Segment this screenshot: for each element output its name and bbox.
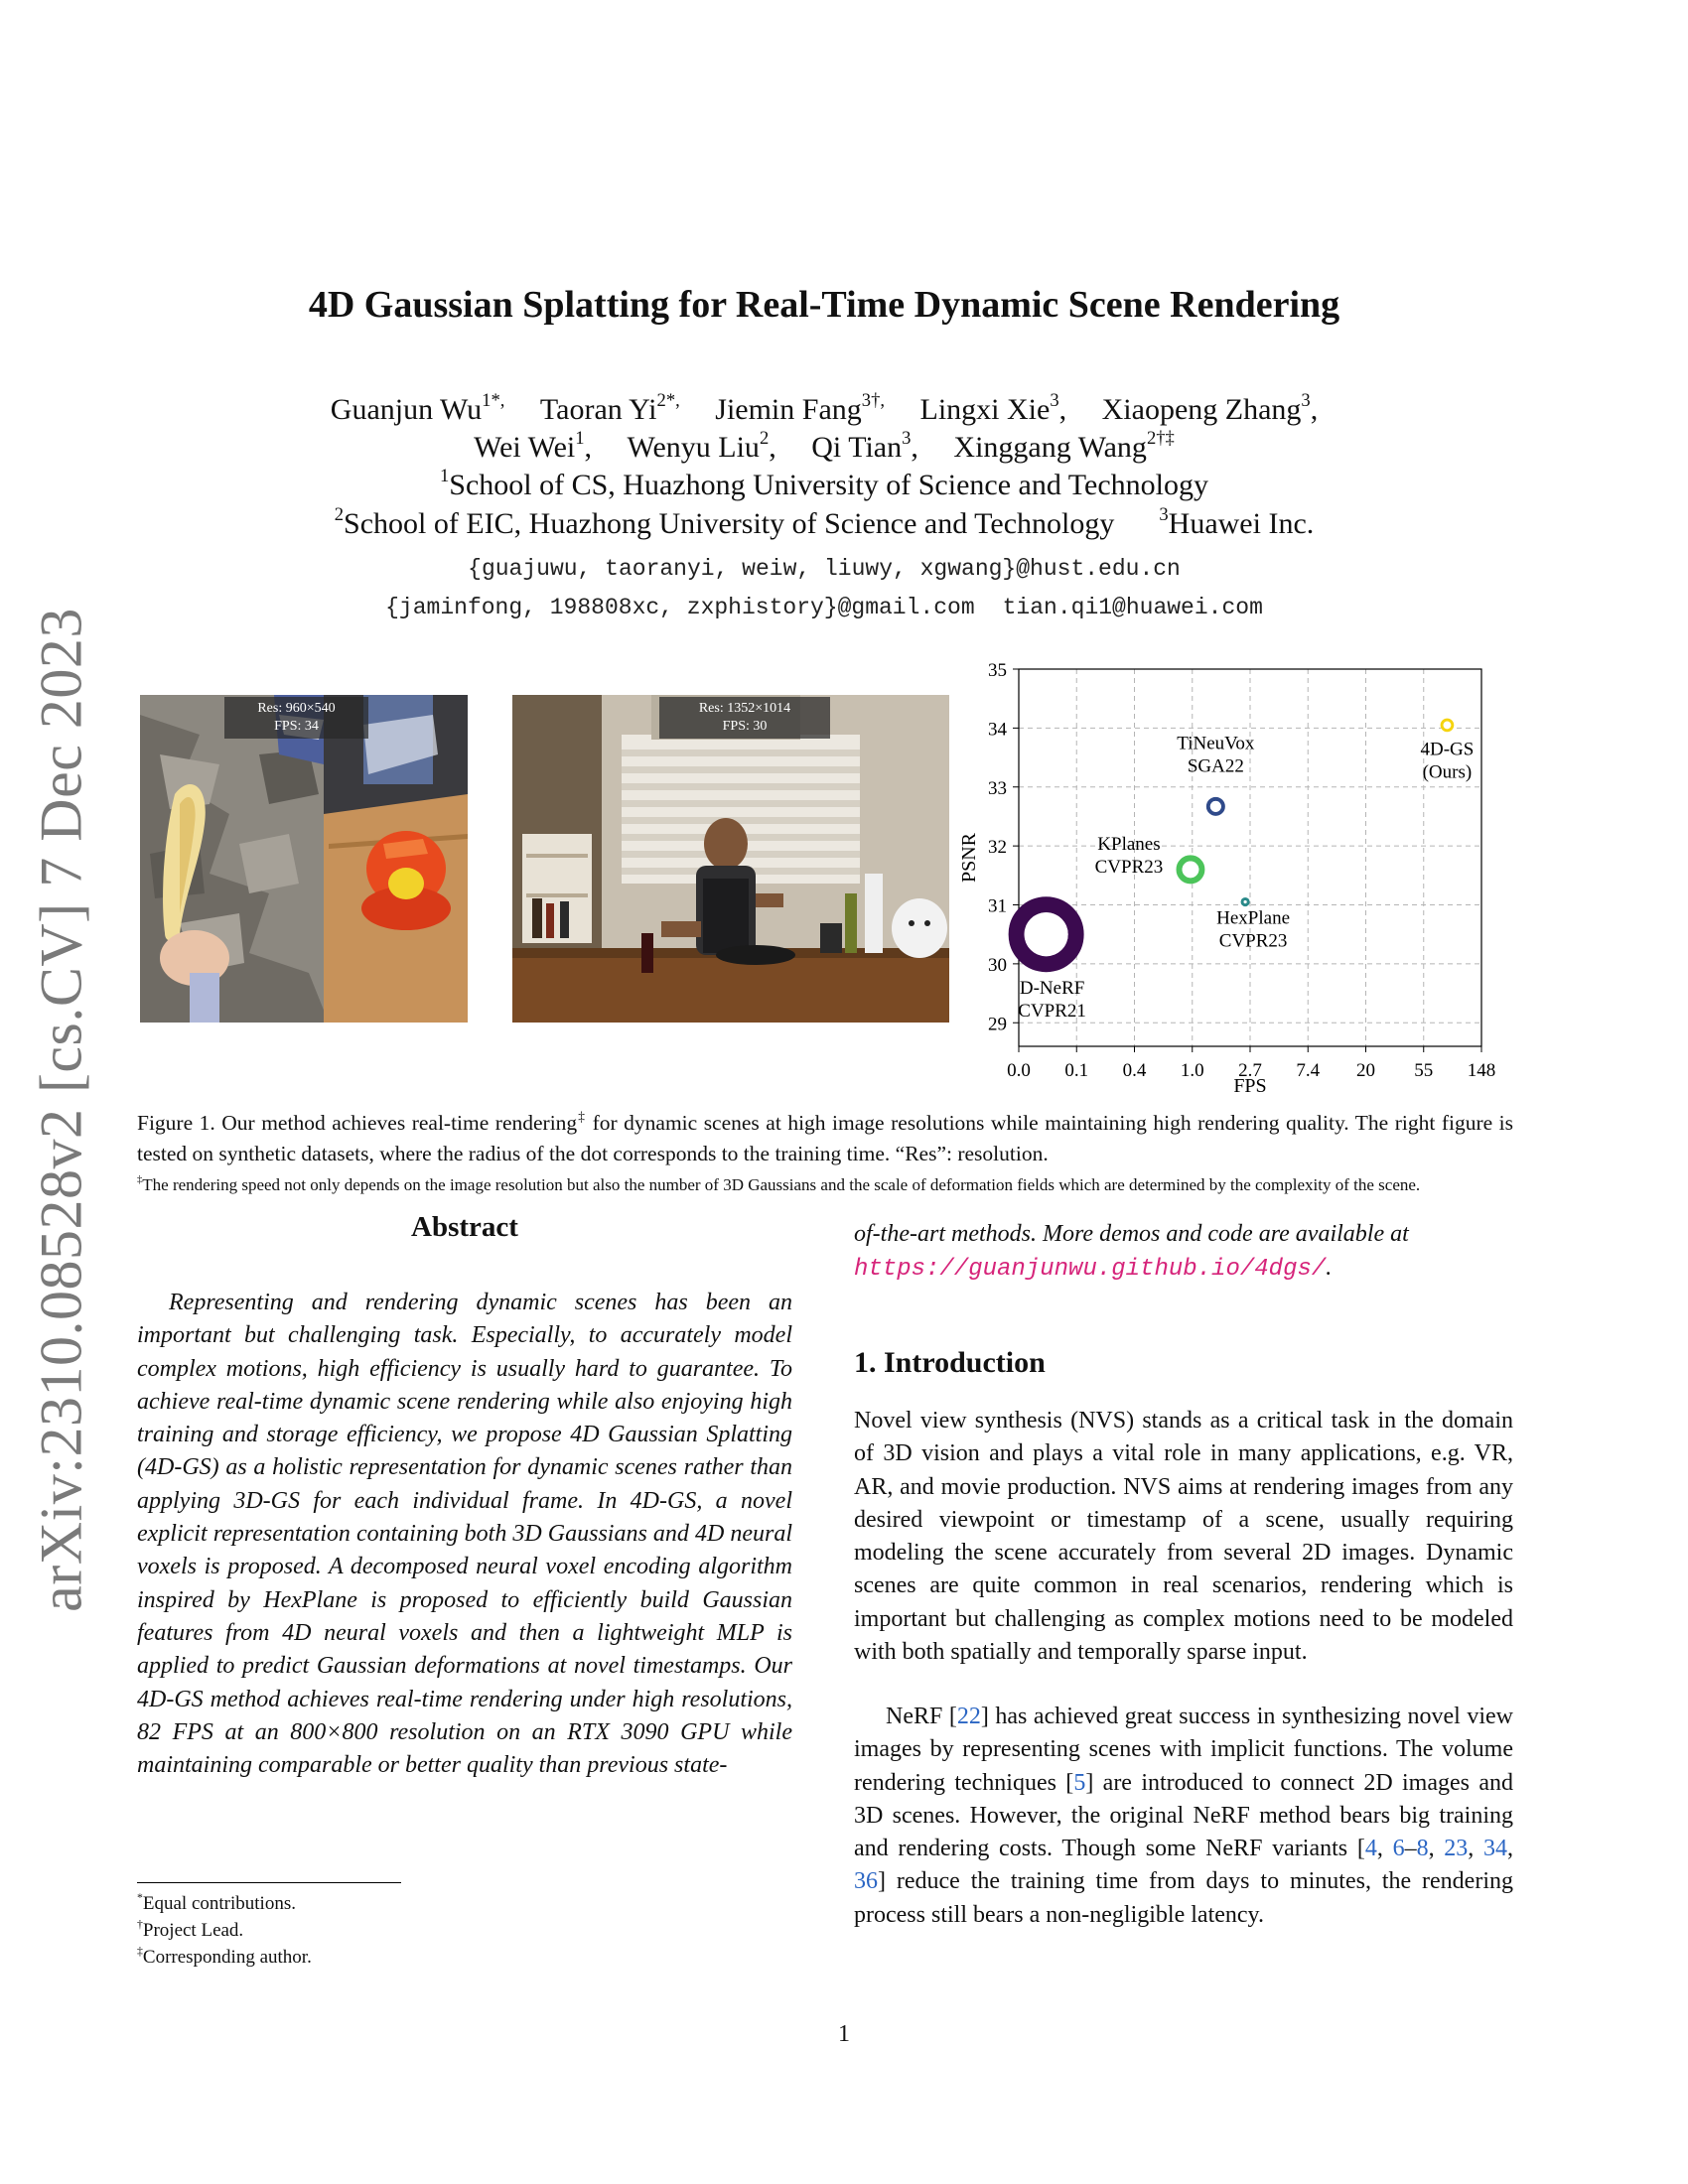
- citation-link[interactable]: 5: [1073, 1769, 1086, 1796]
- author: Qi Tian$^3$,: [811, 428, 918, 464]
- y-tick-label: 29: [988, 1014, 1007, 1035]
- author: Wenyu Liu$^2$,: [627, 428, 776, 464]
- page-number: 1: [838, 2021, 850, 2047]
- email-line-2: {jaminfong, 198808xc, zxphistory}@gmail.com tian.qi1@huawei.com: [385, 595, 1263, 620]
- paper-title: 4D Gaussian Splatting for Real-Time Dynamic Scene Rendering: [308, 284, 1340, 326]
- author: Xiaopeng Zhang$^3$,: [1101, 390, 1319, 426]
- abstract-continuation: of-the-art methods. More demos and code are available at https://guanjunwu.github.io/4dgs/.: [854, 1221, 1409, 1283]
- abstract-heading: Abstract: [411, 1211, 518, 1243]
- citation-link[interactable]: 34: [1483, 1836, 1507, 1862]
- x-tick-label: 7.4: [1296, 1060, 1321, 1081]
- author: Lingxi Xie$^3$,: [919, 390, 1067, 426]
- data-point-label: SGA22: [1187, 755, 1244, 777]
- section-heading-introduction: 1. Introduction: [854, 1346, 1046, 1379]
- resolution-label: Res: 960×540 FPS: 34: [224, 697, 368, 739]
- footnote-divider: [137, 1882, 401, 1883]
- email-line-1: {guajuwu, taoranyi, weiw, liuwy, xgwang}@hust.edu.cn: [468, 556, 1181, 582]
- intro-paragraph-2: NeRF [22] has achieved great success in synthesizing novel view images by representing scenes with implicit functions. The volume rendering techniques [5] are introduced to connect 2D images and 3D scenes. However, the original NeRF method bears big training and rendering costs. Though some NeRF variants [4, 6–8, 23, 34, 36] reduce the training time from days to minutes, the rendering process still bears a non-negligible latency.: [854, 1704, 1513, 1928]
- intro-paragraph-1: Novel view synthesis (NVS) stands as a critical task in the domain of 3D vision and plays a vital role in many applications, e.g. VR, AR, and movie production. NVS aims at rendering images from any desired viewpoint or timestamp of a scene, usually requiring modeling the scene accurately from several 2D images. Dynamic scenes are quite common in real scenarios, rendering which is important but challenging as complex motions need to be modeled with both spatially and temporally sparse input.: [854, 1408, 1513, 1666]
- data-point-center: [1210, 801, 1221, 812]
- x-tick-label: 0.4: [1122, 1060, 1147, 1081]
- data-point-center: [1244, 900, 1247, 903]
- affiliation-2-3: $^2$School of EIC, Huazhong University of Science and Technology $^3$Huawei Inc.: [334, 504, 1315, 540]
- x-tick-label: 0.0: [1007, 1060, 1031, 1081]
- x-tick-label: 20: [1356, 1060, 1375, 1081]
- teaser-photo-banana: [140, 695, 468, 1023]
- teaser-photo-cooking: [512, 695, 949, 1023]
- author: Xinggang Wang$^{2\dagger\ddagger}$: [953, 428, 1175, 464]
- citation-link[interactable]: 36: [854, 1868, 878, 1895]
- author: Guanjun $Wu^{1*,}$: [330, 390, 505, 426]
- citation-link[interactable]: 4: [1364, 1836, 1377, 1862]
- chart-point-labels: [1018, 733, 1474, 1022]
- y-tick-label: 34: [988, 719, 1007, 741]
- data-point-center: [1444, 722, 1452, 730]
- authors-line-1: [149, 390, 1499, 427]
- footnote: †Project Lead.: [137, 1917, 244, 1941]
- author: Jiemin Fang$^{3\dagger,}$: [715, 390, 886, 426]
- data-point-label: CVPR21: [1018, 1001, 1086, 1023]
- y-axis-label: PSNR: [958, 832, 980, 884]
- fps-psnr-scatter-chart: [953, 659, 1509, 1106]
- y-tick-label: 30: [988, 954, 1007, 976]
- author: Wei Wei$^1$,: [474, 428, 593, 464]
- y-tick-label: 35: [988, 660, 1007, 681]
- data-point-label: D-NeRF: [1019, 978, 1085, 1000]
- arxiv-identifier: arXiv:2310.08528v2 [cs.CV] 7 Dec 2023: [28, 608, 94, 1612]
- footnote: ‡Corresponding author.: [137, 1944, 312, 1968]
- data-point-center: [1025, 912, 1068, 956]
- resolution-label: Res: 1352×1014 FPS: 30: [659, 697, 830, 739]
- x-tick-label: 55: [1414, 1060, 1434, 1081]
- x-tick-label: 148: [1467, 1060, 1496, 1081]
- author: Taoran $Yi^{2*,}$: [539, 390, 680, 426]
- x-tick-label: 0.1: [1064, 1060, 1089, 1081]
- figure-caption: Figure 1. Our method achieves real-time rendering‡ for dynamic scenes at high image resolutions while maintaining high rendering quality. The right figure is tested on synthetic datasets, where the radius of the dot corresponds to the training time. “Res”: resolution.: [137, 1108, 1513, 1165]
- x-tick-label: 2.7: [1238, 1060, 1262, 1081]
- citation-link[interactable]: 6: [1392, 1836, 1405, 1862]
- y-ticks: [988, 660, 1019, 1034]
- citation-link[interactable]: 8: [1416, 1836, 1429, 1862]
- y-tick-label: 31: [988, 895, 1007, 917]
- data-point-center: [1183, 861, 1199, 878]
- chart-grid: [1019, 669, 1481, 1046]
- abstract-body: Representing and rendering dynamic scenes has been an important but challenging task. Especially, to accurately model complex motions, high efficiency is usually hard to guarantee. To achieve real-time dynamic scene rendering while also enjoying high training and storage efficiency, we propose 4D Gaussian Splatting (4D-GS) as a holistic representation for dynamic scenes rather than applying 3D-GS for each individual frame. In 4D-GS, a novel explicit representation containing both 3D Gaussians and 4D neural voxels is proposed. A decomposed neural voxel encoding algorithm inspired by HexPlane is proposed to efficiently build Gaussian features from 4D neural voxels and then a lightweight MLP is applied to predict Gaussian deformations at novel timestamps. Our 4D-GS method achieves real-time rendering under high resolutions, 82 FPS at an 800×800 resolution on an RTX 3090 GPU while maintaining comparable or better quality than previous state-: [137, 1290, 792, 1779]
- affiliation-1: $^1$School of CS, Huazhong University of Science and Technology: [439, 466, 1208, 501]
- footnote: *Equal contributions.: [137, 1890, 296, 1914]
- data-point-label: 4D-GS: [1420, 739, 1475, 760]
- arxiv-sidebar: [0, 0, 119, 2184]
- y-tick-label: 33: [988, 777, 1007, 799]
- citation-link[interactable]: 23: [1444, 1836, 1469, 1862]
- data-point-label: CVPR23: [1094, 856, 1164, 878]
- x-axis-label: FPS: [1233, 1075, 1267, 1097]
- data-point-label: TiNeuVox: [1177, 733, 1255, 754]
- x-tick-label: 1.0: [1180, 1060, 1204, 1081]
- figure-footnote: ‡The rendering speed not only depends on the image resolution but also the number of 3D Gaussians and the scale of deformation fields which are determined by the complexity of the scene.: [137, 1174, 1421, 1194]
- data-point-label: KPlanes: [1097, 833, 1161, 855]
- data-point-label: HexPlane: [1216, 907, 1291, 929]
- project-link[interactable]: https://guanjunwu.github.io/4dgs/: [854, 1256, 1327, 1283]
- data-point-label: (Ours): [1422, 761, 1473, 783]
- data-point-label: CVPR23: [1218, 930, 1288, 952]
- authors-line-2: [149, 428, 1499, 465]
- citation-link[interactable]: 22: [956, 1704, 981, 1729]
- y-tick-label: 32: [988, 837, 1007, 859]
